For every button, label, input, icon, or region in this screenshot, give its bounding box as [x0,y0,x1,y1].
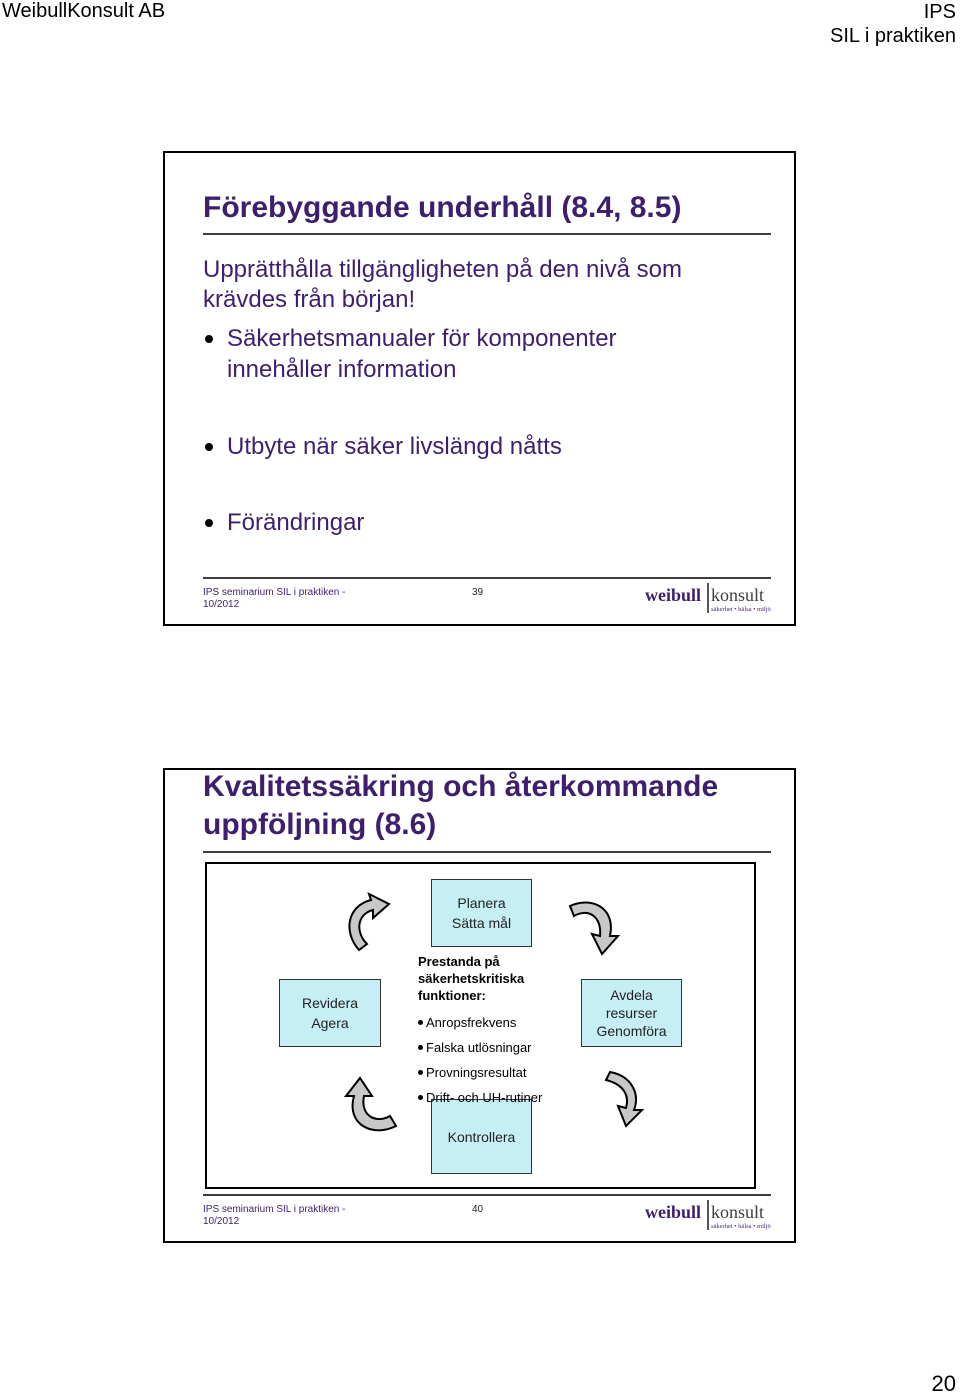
header-right-line1: IPS [923,1,956,23]
slide-title-line-2: uppföljning (8.6) [203,808,437,841]
center-title-line-3: funktioner: [418,988,486,1003]
logo-separator [707,583,709,613]
logo-word-konsult: konsult [711,585,765,605]
footer-line-1: IPS seminarium SIL i praktiken - [203,1204,346,1215]
slide-number: 39 [472,587,484,598]
list-item: Provningsresultat [418,1060,578,1085]
slide-footer [203,587,345,611]
title-divider [203,851,771,853]
bullet-text: Utbyte när säker livslängd nåtts [227,433,562,460]
logo-tagline: säkerhet • hälsa • miljö [711,1223,771,1230]
weibull-konsult-logo [645,1200,771,1234]
bullet-dot-icon [205,443,213,451]
slide-39 [163,151,796,626]
list-item: Falska utlösningar [418,1035,578,1060]
logo-word-weibull: weibull [645,585,702,605]
box-do [581,979,682,1047]
box-act [279,979,381,1047]
footer-line-2: 10/2012 [203,599,240,610]
logo-tagline: säkerhet • hälsa • miljö [711,606,771,613]
bullet-dot-icon [205,519,213,527]
box-do-line-1: Avdela [610,987,653,1003]
footer-divider [203,1194,771,1196]
curved-arrow-icon [558,892,628,962]
box-act-line-2: Agera [311,1015,349,1031]
footer-line-1: IPS seminarium SIL i praktiken - [203,587,346,598]
box-plan-line-1: Planera [457,895,506,911]
slide-title: Förebyggande underhåll (8.4, 8.5) [203,191,682,224]
curved-arrow-icon [600,1062,670,1132]
page-number: 20 [931,1371,956,1396]
slide-title-line-1: Kvalitetssäkring och återkommande [203,770,719,803]
box-do-line-2: resurser [605,1005,658,1021]
list-item: Anropsfrekvens [418,1010,578,1035]
performance-list [418,953,578,1110]
box-plan [431,879,532,947]
logo-separator [707,1200,709,1230]
weibull-konsult-logo [645,583,771,617]
bullet-dot-icon [205,335,213,343]
bullet-text: innehåller information [227,356,457,383]
slide-footer [203,1204,345,1228]
document-header-right [830,0,956,48]
bullet-item [203,431,562,462]
slide-number: 40 [472,1204,484,1215]
list-item: Drift- och UH-rutiner [418,1085,578,1110]
box-check-line-1: Kontrollera [447,1128,516,1145]
bullet-item [203,323,617,385]
bullet-text: Säkerhetsmanualer för komponenter [227,325,617,352]
box-check [431,1099,532,1174]
curved-arrow-icon [333,892,403,962]
logo-word-konsult: konsult [711,1202,765,1222]
slide-title [203,768,718,844]
intro-text [203,255,682,315]
footer-divider [203,577,771,579]
center-title-line-1: Prestanda på [418,954,500,969]
bullet-item [203,507,364,538]
title-divider [203,233,771,235]
pdca-cycle-diagram [205,862,756,1189]
slide-40 [163,768,796,1243]
header-right-line2: SIL i praktiken [830,25,956,47]
logo-word-weibull: weibull [645,1202,702,1222]
curved-arrow-icon [338,1072,408,1142]
box-act-line-1: Revidera [301,995,359,1011]
footer-line-2: 10/2012 [203,1216,240,1227]
document-header-left: WeibullKonsult AB [2,0,166,22]
intro-line-1: Upprätthålla tillgängligheten på den nivå som [203,256,682,283]
center-title-line-2: säkerhetskritiska [418,971,525,986]
bullet-text: Förändringar [227,509,365,536]
intro-line-2: krävdes från början! [203,286,416,313]
box-do-line-3: Genomföra [596,1023,667,1039]
box-plan-line-2: Sätta mål [451,915,512,931]
